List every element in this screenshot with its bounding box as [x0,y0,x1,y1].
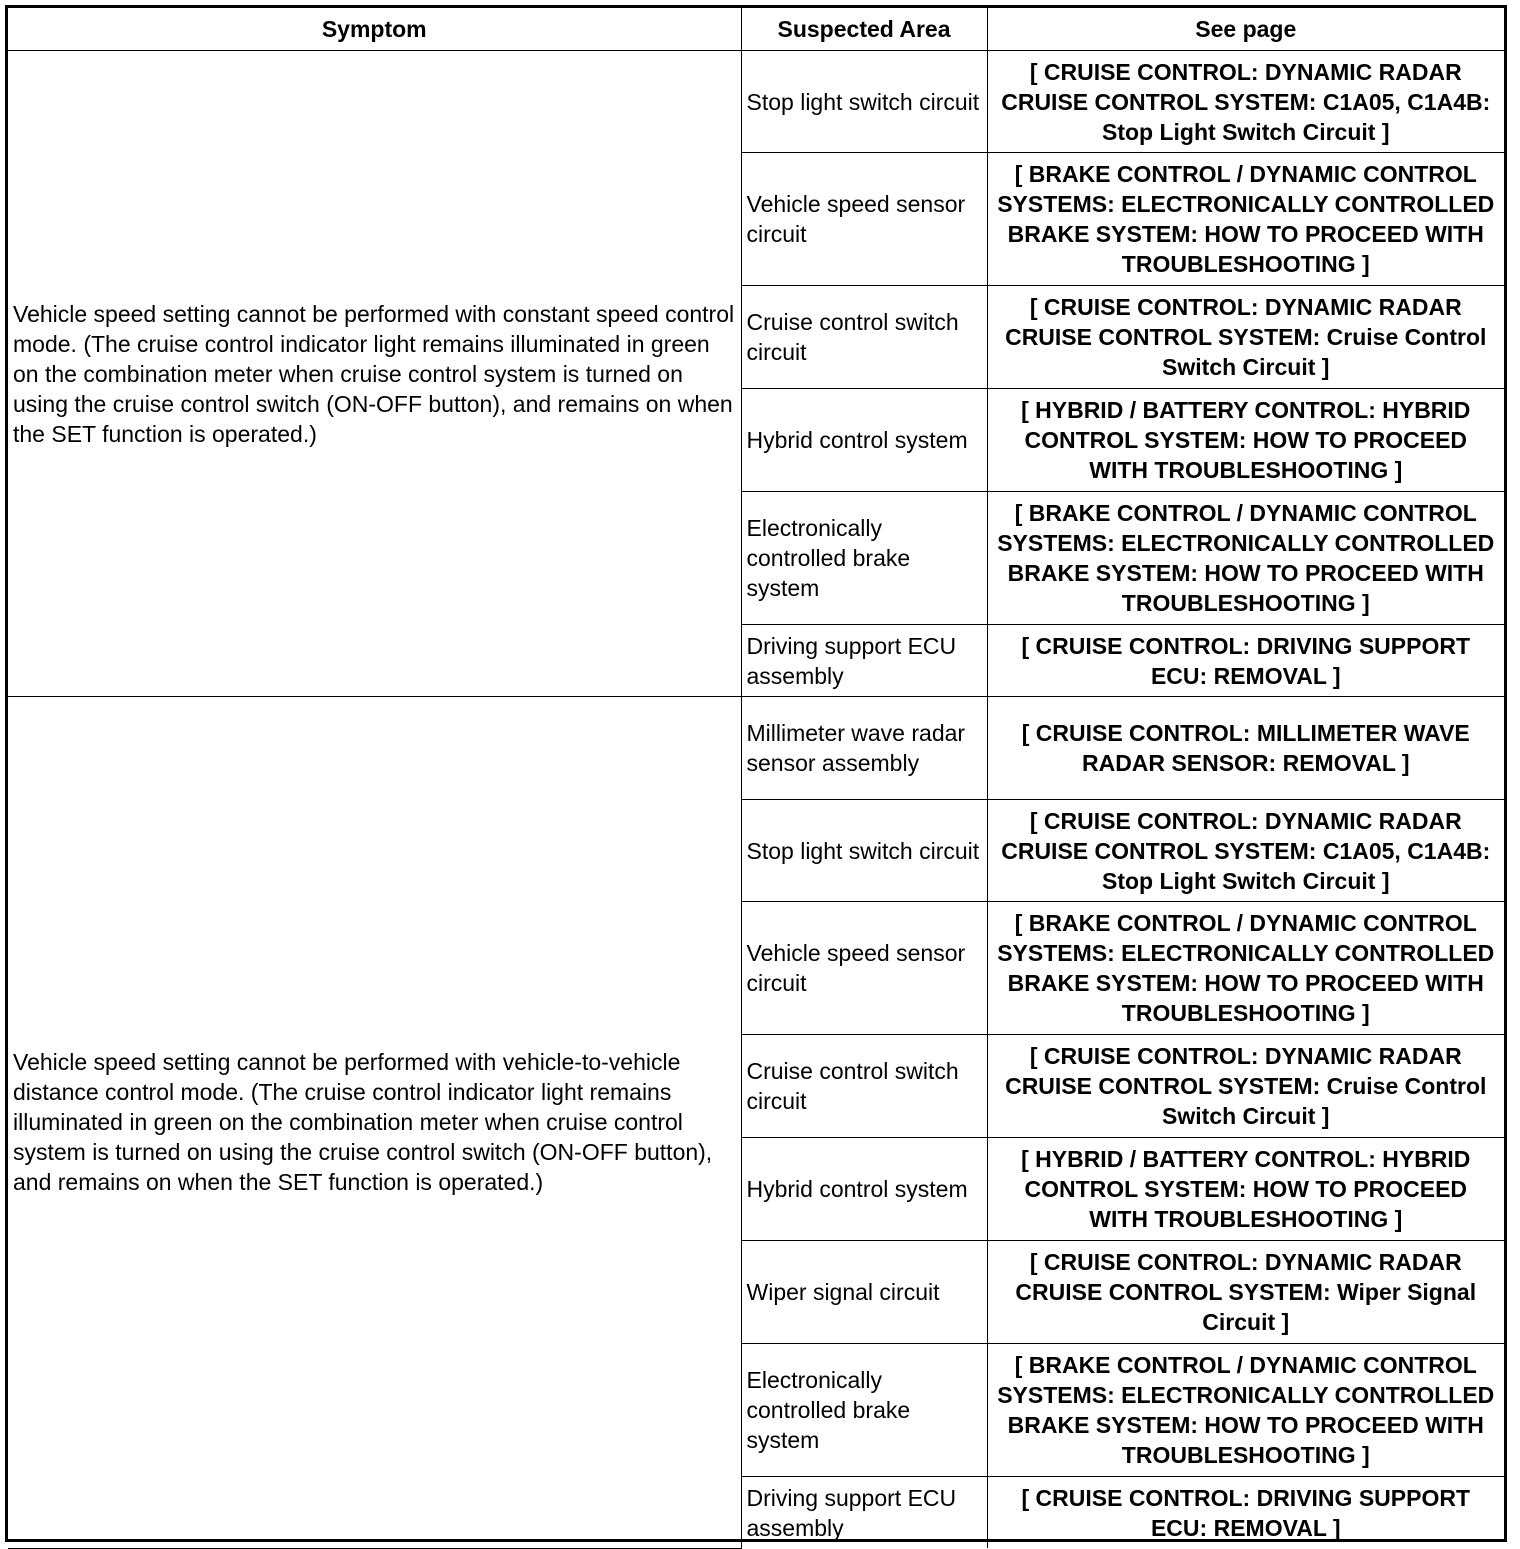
see-page-link[interactable]: [ BRAKE CONTROL / DYNAMIC CONTROL SYSTEMS: ELECTRONICALLY CONTROLLED BRAKE SYSTEM: HOW TO PROCEED WITH TROUBLESHOOTING ] [987,902,1504,1035]
see-page-link[interactable]: [ CRUISE CONTROL: DYNAMIC RADAR CRUISE CONTROL SYSTEM: C1A05, C1A4B: Stop Light Switch Circuit ] [987,800,1504,902]
troubleshooting-table-frame [5,5,1507,1542]
header-row [8,8,1504,51]
troubleshooting-table [8,8,1504,1549]
see-page-link[interactable]: [ CRUISE CONTROL: DYNAMIC RADAR CRUISE CONTROL SYSTEM: Wiper Signal Circuit ] [987,1241,1504,1344]
see-page-link[interactable]: [ CRUISE CONTROL: DYNAMIC RADAR CRUISE CONTROL SYSTEM: C1A05, C1A4B: Stop Light Switch Circuit ] [987,51,1504,153]
suspected-area-cell: Millimeter wave radar sensor assembly [741,697,987,800]
symptom-cell: Vehicle speed setting cannot be performed with vehicle-to-vehicle distance control mode. (The cruise control indicator light remains illuminated in green on the combination meter when cruise control system is turned on using the cruise control switch (ON-OFF button), and remains on when the SET function is operated.) [8,697,741,1549]
table-row [8,697,1504,800]
see-page-link[interactable]: [ HYBRID / BATTERY CONTROL: HYBRID CONTROL SYSTEM: HOW TO PROCEED WITH TROUBLESHOOTING ] [987,1138,1504,1241]
header-symptom: Symptom [8,8,741,51]
suspected-area-cell: Wiper signal circuit [741,1241,987,1344]
suspected-area-cell: Hybrid control system [741,1138,987,1241]
see-page-link[interactable]: [ BRAKE CONTROL / DYNAMIC CONTROL SYSTEMS: ELECTRONICALLY CONTROLLED BRAKE SYSTEM: HOW TO PROCEED WITH TROUBLESHOOTING ] [987,153,1504,286]
header-suspected-area: Suspected Area [741,8,987,51]
suspected-area-cell: Cruise control switch circuit [741,286,987,389]
suspected-area-cell: Electronically controlled brake system [741,492,987,625]
see-page-link[interactable]: [ CRUISE CONTROL: MILLIMETER WAVE RADAR SENSOR: REMOVAL ] [987,697,1504,800]
see-page-link[interactable]: [ CRUISE CONTROL: DYNAMIC RADAR CRUISE CONTROL SYSTEM: Cruise Control Switch Circuit ] [987,286,1504,389]
suspected-area-cell: Driving support ECU assembly [741,625,987,697]
symptom-cell: Vehicle speed setting cannot be performed with constant speed control mode. (The cruise control indicator light remains illuminated in green on the combination meter when cruise control system is turned on using the cruise control switch (ON-OFF button), and remains on when the SET function is operated.) [8,51,741,697]
table-row [8,51,1504,153]
suspected-area-cell: Vehicle speed sensor circuit [741,153,987,286]
suspected-area-cell: Hybrid control system [741,389,987,492]
suspected-area-cell: Driving support ECU assembly [741,1477,987,1549]
see-page-link[interactable]: [ CRUISE CONTROL: DYNAMIC RADAR CRUISE CONTROL SYSTEM: Cruise Control Switch Circuit ] [987,1035,1504,1138]
suspected-area-cell: Vehicle speed sensor circuit [741,902,987,1035]
suspected-area-cell: Electronically controlled brake system [741,1344,987,1477]
see-page-link[interactable]: [ BRAKE CONTROL / DYNAMIC CONTROL SYSTEMS: ELECTRONICALLY CONTROLLED BRAKE SYSTEM: HOW TO PROCEED WITH TROUBLESHOOTING ] [987,1344,1504,1477]
see-page-link[interactable]: [ HYBRID / BATTERY CONTROL: HYBRID CONTROL SYSTEM: HOW TO PROCEED WITH TROUBLESHOOTING ] [987,389,1504,492]
header-see-page: See page [987,8,1504,51]
suspected-area-cell: Stop light switch circuit [741,51,987,153]
suspected-area-cell: Cruise control switch circuit [741,1035,987,1138]
see-page-link[interactable]: [ CRUISE CONTROL: DRIVING SUPPORT ECU: REMOVAL ] [987,1477,1504,1549]
see-page-link[interactable]: [ BRAKE CONTROL / DYNAMIC CONTROL SYSTEMS: ELECTRONICALLY CONTROLLED BRAKE SYSTEM: HOW TO PROCEED WITH TROUBLESHOOTING ] [987,492,1504,625]
see-page-link[interactable]: [ CRUISE CONTROL: DRIVING SUPPORT ECU: REMOVAL ] [987,625,1504,697]
suspected-area-cell: Stop light switch circuit [741,800,987,902]
